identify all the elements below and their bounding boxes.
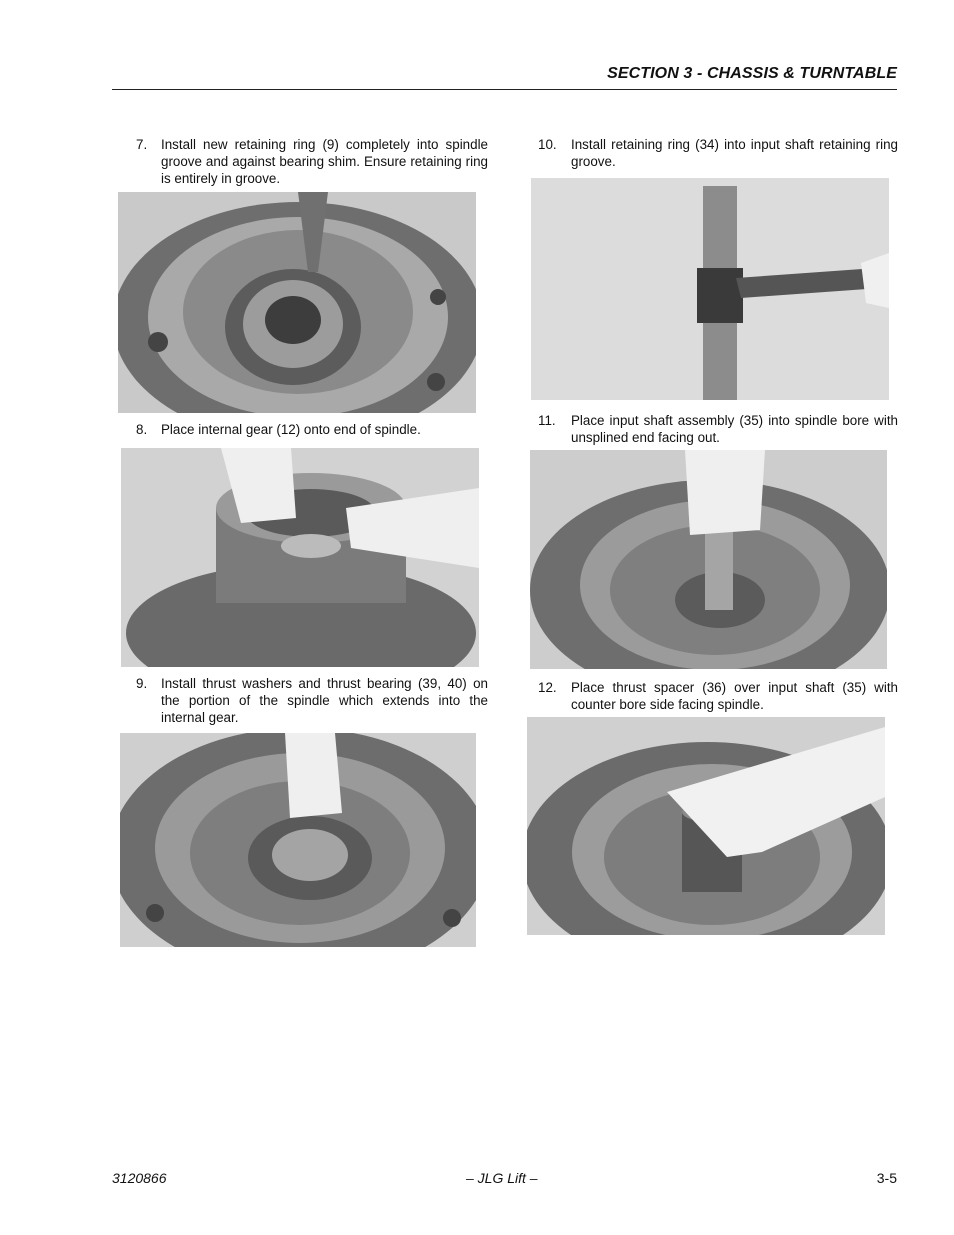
step-text: Install thrust washers and thrust bearing (39, 40) on the portion of the spindle which extends into the internal gear. xyxy=(161,676,488,725)
photo-internal-gear xyxy=(121,448,479,667)
step-9 xyxy=(136,675,488,726)
footer-page-number: 3-5 xyxy=(876,1170,897,1186)
step-text: Place input shaft assembly (35) into spindle bore with unsplined end facing out. xyxy=(571,413,898,445)
header-rule xyxy=(112,89,897,90)
photo-input-shaft-ring xyxy=(531,178,889,400)
step-10 xyxy=(538,136,898,170)
photo-input-shaft-assembly xyxy=(530,450,887,669)
step-number: 8. xyxy=(136,422,148,437)
photo-thrust-washers xyxy=(120,733,476,947)
step-number: 11. xyxy=(538,413,556,428)
step-12 xyxy=(538,679,898,713)
footer-center: – JLG Lift – xyxy=(466,1170,538,1186)
step-11 xyxy=(538,412,898,446)
photo-thrust-spacer xyxy=(527,717,885,935)
step-text: Install new retaining ring (9) completely into spindle groove and against bearing shim. Ensure retaining ring is entirely in groove. xyxy=(161,137,488,186)
step-number: 7. xyxy=(136,137,148,152)
step-number: 12. xyxy=(538,680,557,695)
step-text: Install retaining ring (34) into input shaft retaining ring groove. xyxy=(571,137,898,169)
step-number: 10. xyxy=(538,137,557,152)
step-number: 9. xyxy=(136,676,148,691)
step-7 xyxy=(136,136,488,187)
footer-doc-number: 3120866 xyxy=(112,1170,167,1186)
step-text: Place internal gear (12) onto end of spindle. xyxy=(161,422,421,437)
photo-retaining-ring-install xyxy=(118,192,476,413)
step-8 xyxy=(136,421,488,438)
step-text: Place thrust spacer (36) over input shaft (35) with counter bore side facing spindle. xyxy=(571,680,898,712)
section-title: SECTION 3 - CHASSIS & TURNTABLE xyxy=(607,65,897,82)
